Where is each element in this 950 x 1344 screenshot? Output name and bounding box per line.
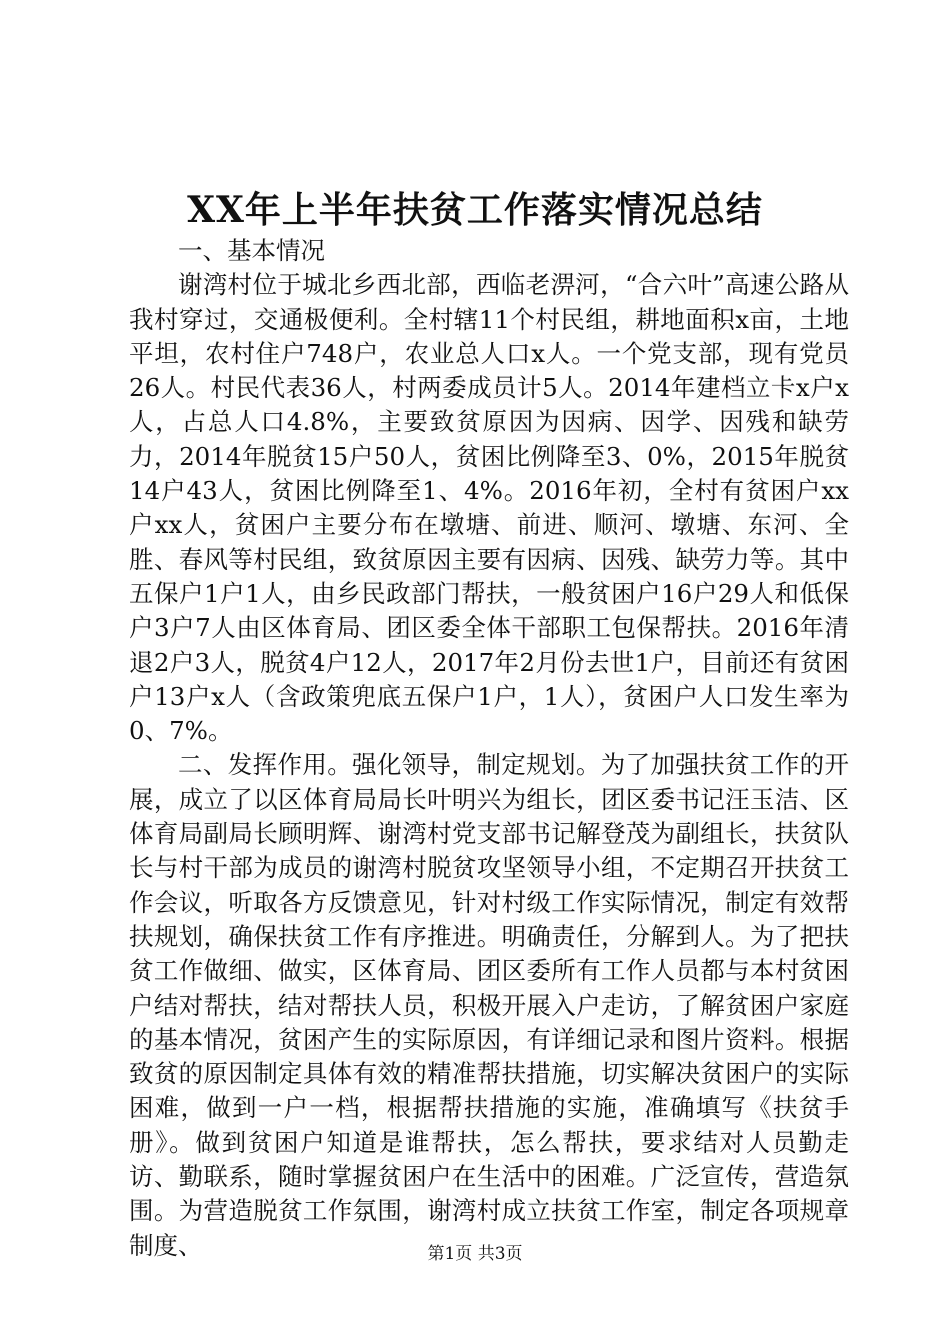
section-heading-basic-situation: 一、基本情况 bbox=[178, 236, 325, 265]
paragraph-basic-situation: 谢湾村位于城北乡西北部，西临老淠河，“合六叶”高速公路从我村穿过，交通极便利。全村辖11个村民组，耕地面积x亩，土地平坦，农村住户748户，农业总人口x人。一个党支部，现有党员26人。村民代表36人，村两委成员计5人。2014年建档立卡x户x人，占总人口4.8%，主要致贫原因为因病、因学、因残和缺劳力，2014年脱贫15户50人，贫困比例降至3、0%，2015年脱贫14户43人，贫困比例降至1、4%。2016年初，全村有贫困户xx户xx人，贫困户主要分布在墩塘、前进、顺河、墩塘、东河、全胜、春风等村民组，致贫原因主要有因病、因残、缺劳力等。其中五保户1户1人，由乡民政部门帮扶，一般贫困户16户29人和低保户3户7人由区体育局、团区委全体干部职工包保帮扶。2016年清退2户3人，脱贫4户12人，2017年2月份去世1户，目前还有贫困户13户x人（含政策兜底五保户1户，1人），贫困户人口发生率为0、7%。 bbox=[129, 270, 849, 746]
page-number-footer: 第1页 共3页 bbox=[427, 1244, 523, 1264]
document-title: XX年上半年扶贫工作落实情况总结 bbox=[187, 189, 763, 231]
document-body bbox=[129, 234, 849, 1263]
paragraph-role: 二、发挥作用。强化领导，制定规划。为了加强扶贫工作的开展，成立了以区体育局局长叶明兴为组长，团区委书记汪玉洁、区体育局副局长顾明辉、谢湾村党支部书记解登茂为副组长，扶贫队长与村干部为成员的谢湾村脱贫攻坚领导小组，不定期召开扶贫工作会议，听取各方反馈意见，针对村级工作实际情况，制定有效帮扶规划，确保扶贫工作有序推进。明确责任，分解到人。为了把扶贫工作做细、做实，区体育局、团区委所有工作人员都与本村贫困户结对帮扶，结对帮扶人员，积极开展入户走访，了解贫困户家庭的基本情况，贫困产生的实际原因，有详细记录和图片资料。根据致贫的原因制定具体有效的精准帮扶措施，切实解决贫困户的实际困难，做到一户一档，根据帮扶措施的实施，准确填写《扶贫手册》。做到贫困户知道是谁帮扶，怎么帮扶，要求结对人员勤走访、勤联系，随时掌握贫困户在生活中的困难。广泛宣传，营造氛围。为营造脱贫工作氛围，谢湾村成立扶贫工作室，制定各项规章制度、 bbox=[129, 750, 849, 1260]
